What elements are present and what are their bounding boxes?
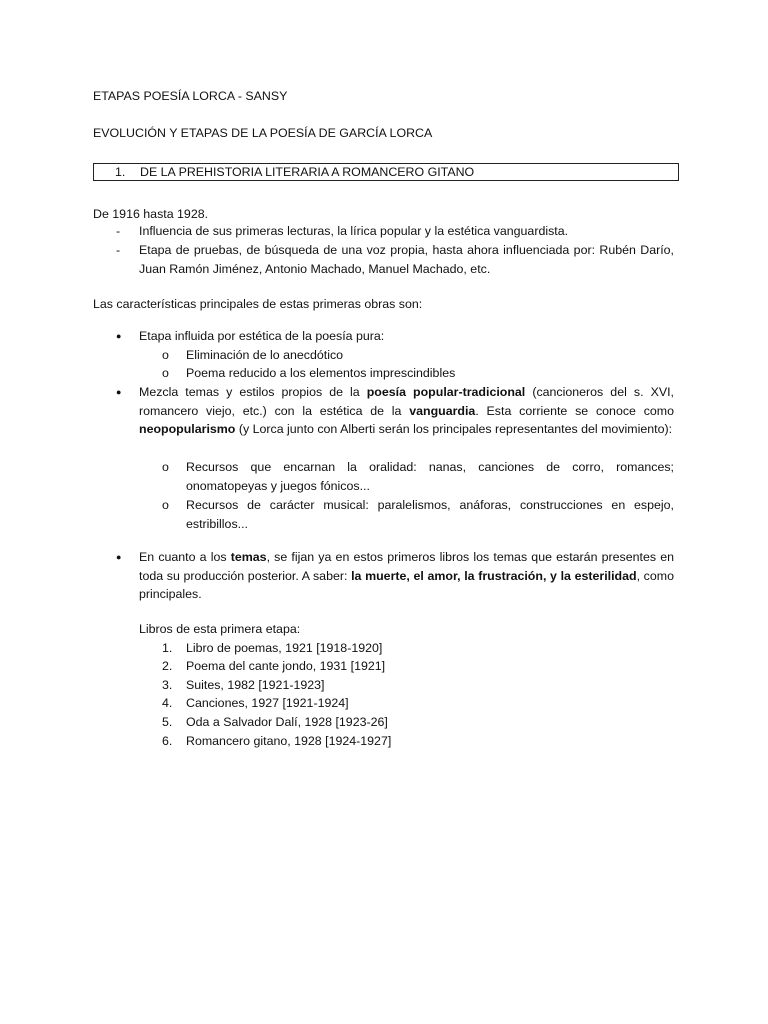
sub-item: Recursos que encarnan la oralidad: nanas, canciones de corro, romances; onomatopeyas y juegos fónicos...	[186, 460, 674, 493]
bullet-item: Etapa influida por estética de la poesía pura:	[139, 329, 385, 343]
book-number: 3.	[162, 678, 173, 692]
dash-marker: -	[116, 243, 121, 257]
book-item: Oda a Salvador Dalí, 1928 [1923-26]	[186, 715, 388, 729]
book-item: Libro de poemas, 1921 [1918-1920]	[186, 641, 383, 655]
document-subtitle: EVOLUCIÓN Y ETAPAS DE LA POESÍA DE GARCÍA LORCA	[93, 126, 433, 140]
bullet-item: Mezcla temas y estilos propios de la poesía popular-tradicional (cancioneros del s. XVI, romancero viejo, etc.) con la estética de la vanguardia. Esta corriente se conoce como neopopularismo (y Lorca junto con Alberti serán los principales representantes del movimiento):	[139, 385, 674, 436]
intro-dates: De 1916 hasta 1928.	[93, 207, 209, 221]
dash-marker: -	[116, 224, 121, 238]
book-number: 1.	[162, 641, 173, 655]
circle-bullet-icon: o	[162, 348, 169, 362]
sub-item: Poema reducido a los elementos imprescindibles	[186, 366, 456, 380]
book-item: Suites, 1982 [1921-1923]	[186, 678, 325, 692]
circle-bullet-icon: o	[162, 498, 169, 512]
bullet-dot-icon: ●	[116, 331, 122, 341]
sub-item: Recursos de carácter musical: paralelismos, anáforas, construcciones en espejo, estribillos...	[186, 498, 674, 531]
bullet-dot-icon: ●	[116, 552, 122, 562]
circle-bullet-icon: o	[162, 460, 169, 474]
book-number: 6.	[162, 734, 173, 748]
book-item: Romancero gitano, 1928 [1924-1927]	[186, 734, 392, 748]
characteristics-intro: Las características principales de estas primeras obras son:	[93, 297, 423, 311]
section-heading-box	[93, 163, 679, 181]
book-item: Canciones, 1927 [1921-1924]	[186, 696, 349, 710]
book-number: 5.	[162, 715, 173, 729]
document-title: ETAPAS POESÍA LORCA - SANSY	[93, 89, 288, 103]
dash-item: Etapa de pruebas, de búsqueda de una voz propia, hasta ahora influenciada por: Rubén Darío, Juan Ramón Jiménez, Antonio Machado, Manuel Machado, etc.	[139, 243, 674, 276]
section-title: DE LA PREHISTORIA LITERARIA A ROMANCERO GITANO	[140, 165, 475, 179]
sub-item: Eliminación de lo anecdótico	[186, 348, 344, 362]
bullet-dot-icon: ●	[116, 387, 122, 397]
circle-bullet-icon: o	[162, 366, 169, 380]
book-item: Poema del cante jondo, 1931 [1921]	[186, 659, 386, 673]
bullet-item: En cuanto a los temas, se fijan ya en estos primeros libros los temas que estarán presentes en toda su producción posterior. A saber: la muerte, el amor, la frustración, y la esterilidad, como principales.	[139, 550, 674, 601]
section-number: 1.	[115, 165, 126, 179]
books-intro: Libros de esta primera etapa:	[139, 622, 301, 636]
book-number: 2.	[162, 659, 173, 673]
dash-item: Influencia de sus primeras lecturas, la lírica popular y la estética vanguardista.	[139, 224, 569, 238]
book-number: 4.	[162, 696, 173, 710]
